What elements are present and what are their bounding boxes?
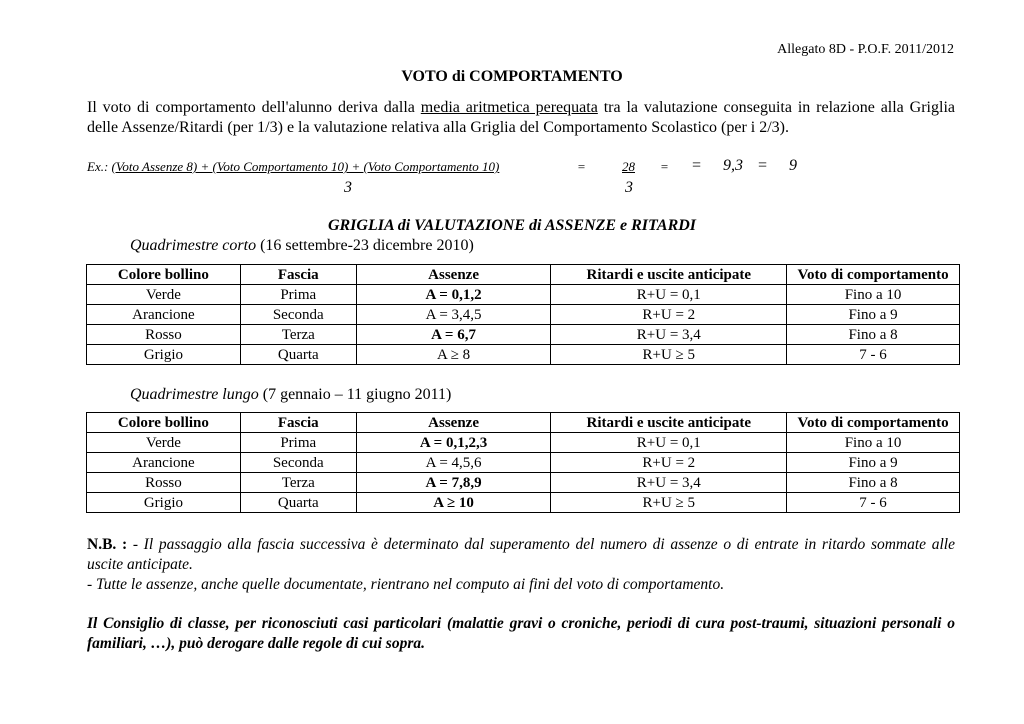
table-row	[87, 305, 960, 325]
example-eq3: =	[691, 157, 702, 174]
cell-absences: A ≥ 10	[356, 493, 551, 513]
cell-grade: Fino a 9	[787, 453, 960, 473]
header-absences: Assenze	[356, 265, 551, 285]
example-final: 9	[789, 157, 797, 174]
cell-color: Arancione	[87, 305, 241, 325]
table-header-row	[87, 413, 960, 433]
cell-delays: R+U = 2	[551, 305, 787, 325]
cell-color: Rosso	[87, 473, 241, 493]
cell-delays: R+U = 0,1	[551, 433, 787, 453]
intro-text-1: Il voto di comportamento dell'alunno deriva dalla	[87, 99, 421, 116]
grid-title: GRIGLIA di VALUTAZIONE di ASSENZE e RITARDI	[327, 217, 697, 234]
period-2	[130, 386, 451, 404]
example-sum: 28	[622, 159, 635, 174]
header-color: Colore bollino	[87, 265, 241, 285]
cell-delays: R+U = 3,4	[551, 473, 787, 493]
table-short-term	[86, 264, 960, 365]
period-1	[130, 237, 474, 255]
cell-absences: A = 7,8,9	[356, 473, 551, 493]
cell-grade: Fino a 10	[787, 433, 960, 453]
example-eq1: =	[577, 159, 586, 174]
cell-color: Arancione	[87, 453, 241, 473]
table-row	[87, 285, 960, 305]
example-denominator-1: 3	[344, 179, 352, 196]
example-denominator-2: 3	[625, 179, 633, 196]
page-title: VOTO di COMPORTAMENTO	[401, 68, 623, 85]
period-1-dates: (16 settembre-23 dicembre 2010)	[256, 237, 474, 254]
header-grade: Voto di comportamento	[787, 265, 960, 285]
cell-delays: R+U ≥ 5	[551, 493, 787, 513]
cell-band: Seconda	[240, 305, 356, 325]
table-row	[87, 433, 960, 453]
header-absences: Assenze	[356, 413, 551, 433]
cell-band: Quarta	[240, 493, 356, 513]
nb-line-1: - Il passaggio alla fascia successiva è determinato dal superamento del numero di assenze o di entrate in ritardo sommate alle uscite anticipate.	[87, 536, 955, 573]
example-formula	[87, 159, 499, 175]
cell-delays: R+U ≥ 5	[551, 345, 787, 365]
table-row	[87, 493, 960, 513]
cell-band: Prima	[240, 433, 356, 453]
cell-grade: Fino a 8	[787, 473, 960, 493]
header-delays: Ritardi e uscite anticipate	[551, 413, 787, 433]
nb-note	[87, 535, 955, 595]
cell-absences: A = 6,7	[356, 325, 551, 345]
header-color: Colore bollino	[87, 413, 241, 433]
cell-absences: A ≥ 8	[356, 345, 551, 365]
example-eq4: =	[757, 157, 768, 174]
header-band: Fascia	[240, 413, 356, 433]
cell-absences: A = 3,4,5	[356, 305, 551, 325]
example-eq2: =	[660, 159, 669, 174]
cell-band: Terza	[240, 325, 356, 345]
cell-color: Rosso	[87, 325, 241, 345]
cell-grade: 7 - 6	[787, 345, 960, 365]
cell-grade: Fino a 10	[787, 285, 960, 305]
cell-color: Verde	[87, 285, 241, 305]
table-row	[87, 345, 960, 365]
header-reference: Allegato 8D - P.O.F. 2011/2012	[777, 42, 954, 57]
cell-band: Quarta	[240, 345, 356, 365]
cell-color: Grigio	[87, 493, 241, 513]
cell-color: Grigio	[87, 345, 241, 365]
cell-delays: R+U = 0,1	[551, 285, 787, 305]
header-band: Fascia	[240, 265, 356, 285]
period-2-dates: (7 gennaio – 11 giugno 2011)	[258, 386, 452, 403]
header-delays: Ritardi e uscite anticipate	[551, 265, 787, 285]
nb-label: N.B. :	[87, 536, 133, 553]
table-row	[87, 473, 960, 493]
table-header-row	[87, 265, 960, 285]
council-note: Il Consiglio di classe, per riconosciuti casi particolari (malattie gravi o croniche, periodi di cura post-traumi, situazioni personali o familiari, …), può derogare dalle regole di cui sopra.	[87, 615, 955, 652]
cell-band: Prima	[240, 285, 356, 305]
intro-text-2: tra la valutazione conseguita in relazione alla Griglia delle Assenze/Ritardi (per 1/3) e la valutazione relativa alla Griglia del Comportamento Scolastico (per i 2/3).	[87, 99, 955, 136]
cell-grade: Fino a 8	[787, 325, 960, 345]
cell-band: Terza	[240, 473, 356, 493]
period-2-label: Quadrimestre lungo	[130, 386, 259, 403]
cell-band: Seconda	[240, 453, 356, 473]
example-numerator: (Voto Assenze 8) + (Voto Comportamento 10) + (Voto Comportamento 10)	[111, 159, 500, 174]
table-long-term	[86, 412, 960, 513]
cell-absences: A = 0,1,2	[356, 285, 551, 305]
period-1-label: Quadrimestre corto	[130, 237, 257, 254]
example-prefix: Ex.:	[87, 159, 112, 174]
cell-absences: A = 4,5,6	[356, 453, 551, 473]
cell-delays: R+U = 3,4	[551, 325, 787, 345]
cell-color: Verde	[87, 433, 241, 453]
table-row	[87, 453, 960, 473]
intro-paragraph	[87, 98, 955, 138]
cell-absences: A = 0,1,2,3	[356, 433, 551, 453]
header-grade: Voto di comportamento	[787, 413, 960, 433]
cell-delays: R+U = 2	[551, 453, 787, 473]
nb-line-2: - Tutte le assenze, anche quelle documentate, rientrano nel computo ai fini del voto di comportamento.	[87, 576, 725, 593]
example-result: 9,3	[723, 157, 743, 174]
table-row	[87, 325, 960, 345]
cell-grade: Fino a 9	[787, 305, 960, 325]
intro-underlined: media aritmetica perequata	[420, 99, 598, 116]
cell-grade: 7 - 6	[787, 493, 960, 513]
